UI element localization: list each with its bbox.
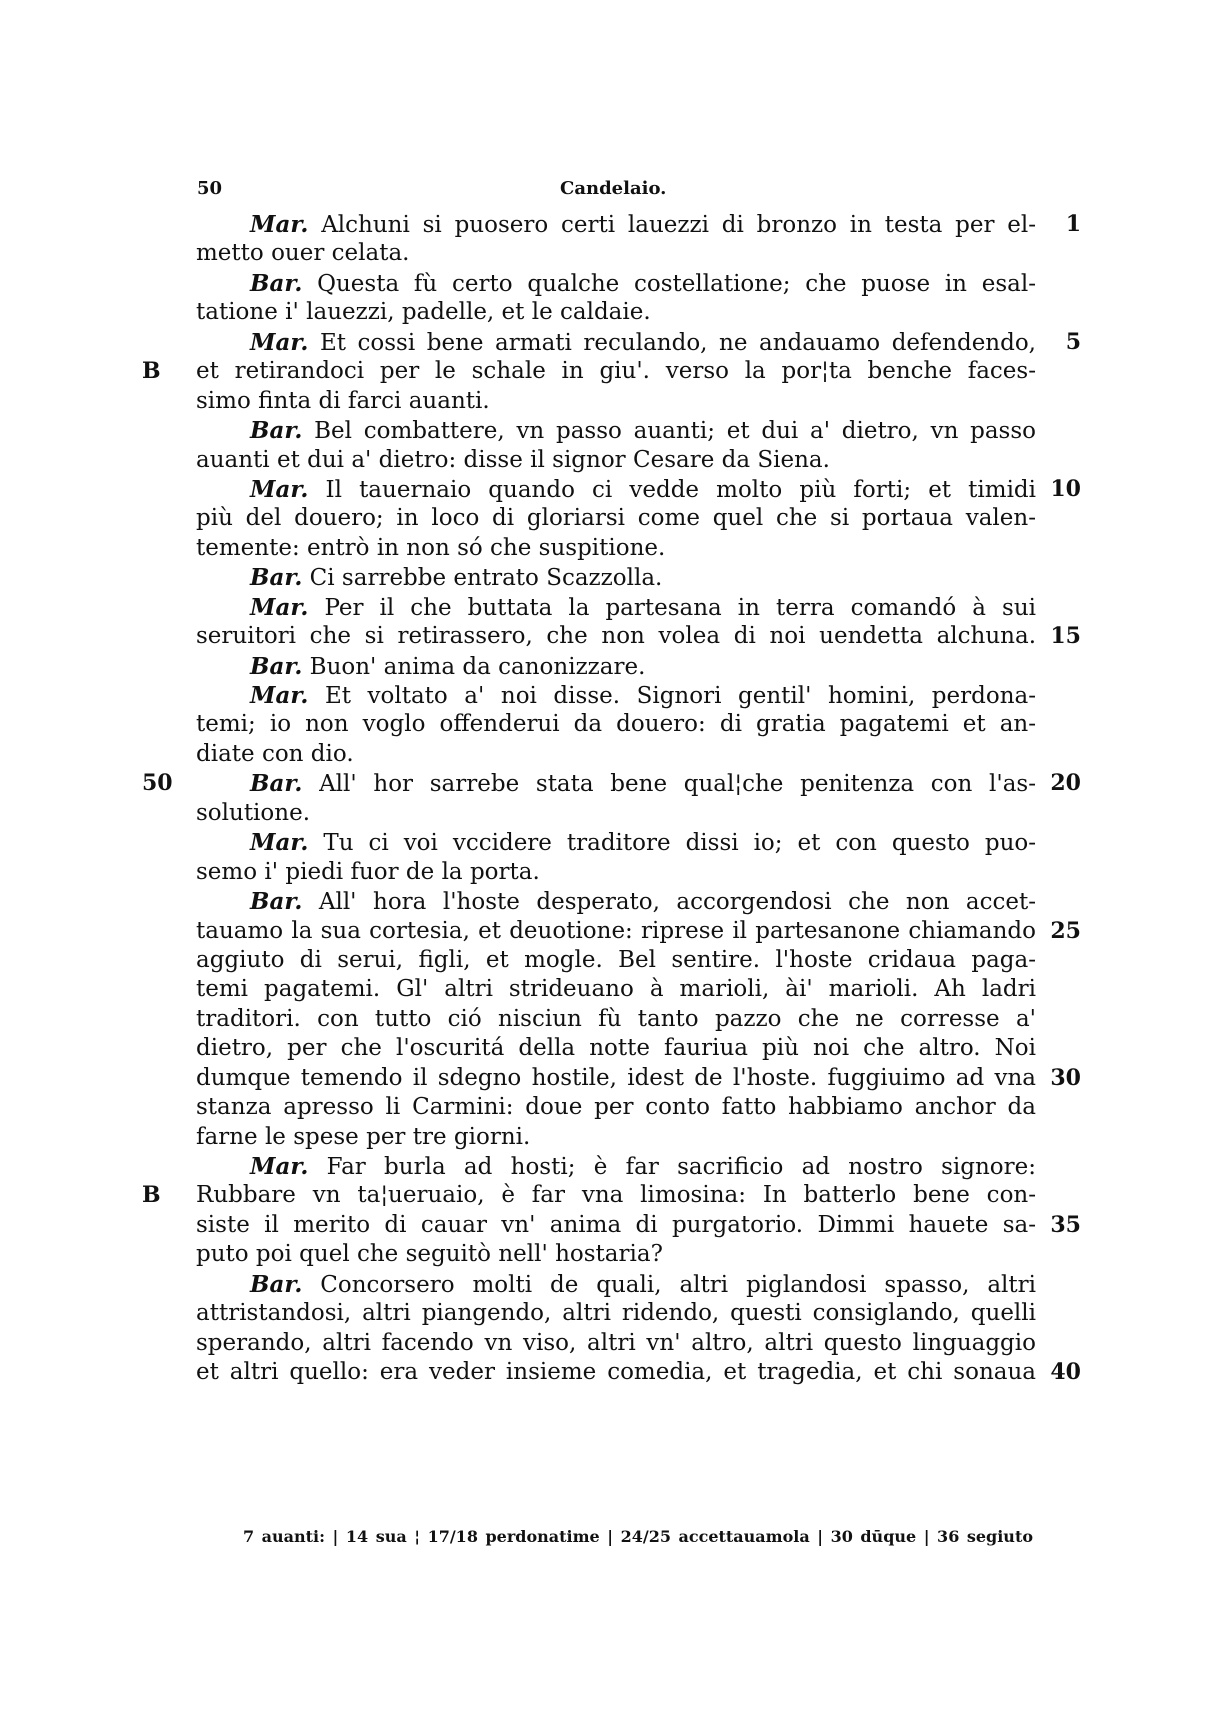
text-line	[196, 210, 1081, 239]
line-text: Il tauernaio quando ci vedde molto più forti; et timidi	[325, 476, 1036, 503]
text-line	[196, 681, 1036, 710]
line-content	[196, 1035, 1036, 1061]
critical-apparatus: 7 auanti: | 14 sua ¦ 17/18 perdonatime | 24/25 accettauamola | 30 dūque | 36 segiuto	[243, 1527, 1033, 1546]
text-line	[196, 887, 1036, 916]
line-number: 40	[1050, 1359, 1081, 1386]
text-line	[196, 975, 1036, 1004]
text-line	[196, 563, 1036, 592]
line-text: All' hora l'hoste desperato, accorgendosi che non accet-	[318, 889, 1036, 916]
line-text: puto poi quel che seguitò nell' hostaria?	[196, 1241, 663, 1268]
line-content	[196, 800, 310, 826]
speaker-label: Mar.	[250, 475, 309, 503]
line-text: dumque temendo il sdegno hostile, idest de l'hoste. fuggiuimo ad vna	[196, 1064, 1036, 1091]
line-text: Et voltato a' noi disse. Signori gentil' homini, perdona-	[324, 683, 1036, 709]
line-content	[250, 1154, 1036, 1180]
line-text: Rubbare vn ta¦ueruaio, è far vna limosina: In batterlo bene con-	[196, 1182, 1036, 1209]
text-line	[196, 387, 1036, 416]
speaker-label: Mar.	[250, 211, 309, 238]
line-text: più del douero; in loco di gloriarsi come quel che si portaua valen-	[196, 505, 1036, 532]
line-content	[250, 418, 1036, 444]
speaker-label: Bar.	[250, 888, 303, 916]
speaker-label: Bar.	[250, 770, 303, 798]
line-content	[250, 889, 1036, 915]
line-text: diate con dio.	[196, 740, 354, 767]
line-content	[250, 830, 1036, 856]
line-text: seruitori che si retirassero, che non volea di noi uendetta alchuna.	[196, 623, 1036, 650]
line-content	[196, 1094, 1036, 1120]
line-content	[196, 358, 1036, 384]
text-line	[196, 269, 1036, 298]
line-content	[196, 918, 1036, 944]
text-line	[196, 1270, 1036, 1299]
text-line	[196, 828, 1036, 857]
text-body	[142, 210, 1081, 1388]
line-content	[250, 654, 645, 680]
line-content	[196, 505, 1036, 531]
line-text: stanza apresso li Carmini: doue per conto fatto habbiamo anchor da	[196, 1094, 1036, 1121]
line-text: Ci sarrebbe entrato Scazzolla.	[309, 565, 663, 592]
speaker-label: Mar.	[250, 1153, 309, 1180]
line-number: 20	[1050, 770, 1081, 797]
text-line	[196, 946, 1036, 975]
text-line	[196, 1211, 1081, 1240]
line-text: Bel combattere, vn passo auanti; et dui a' dietro, vn passo	[314, 418, 1037, 445]
line-text: dietro, per che l'oscuritá della notte fauriua più noi che altro. Noi	[196, 1035, 1036, 1062]
line-content	[196, 1212, 1036, 1238]
line-text: et retirandoci per le schale in giu'. verso la por¦ta benche faces-	[196, 358, 1036, 385]
line-text: farne le spese per tre giorni.	[196, 1123, 531, 1150]
line-content	[196, 388, 490, 414]
line-content	[196, 947, 1036, 973]
line-text: metto ouer celata.	[196, 240, 410, 267]
text-line	[196, 1034, 1036, 1063]
line-content	[196, 1300, 1036, 1326]
text-line	[196, 652, 1036, 681]
text-line	[196, 328, 1081, 357]
text-line	[196, 1358, 1081, 1387]
line-text: et altri quello: era veder insieme comedia, et tragedia, et chi sonaua	[196, 1359, 1036, 1386]
line-text: Buon' anima da canonizzare.	[309, 653, 646, 680]
line-text: Concorsero molti de quali, altri piglandosi spasso, altri	[320, 1271, 1037, 1298]
line-number: 1	[1065, 211, 1081, 237]
line-content	[250, 683, 1036, 709]
line-number: 10	[1050, 475, 1081, 502]
line-text: temente: entrò in non só che suspitione.	[196, 534, 666, 561]
page-number: 50	[197, 178, 223, 199]
line-content	[196, 299, 651, 325]
line-text: Et cossi bene armati reculando, ne andauamo defendendo,	[319, 329, 1036, 356]
line-content	[250, 771, 1036, 797]
line-content	[196, 741, 354, 767]
text-line	[196, 799, 1036, 828]
line-content	[250, 212, 1036, 238]
line-content	[196, 1065, 1036, 1091]
speaker-label: Bar.	[250, 417, 303, 445]
speaker-label: Bar.	[250, 564, 303, 592]
speaker-label: Mar.	[250, 682, 309, 709]
text-line	[142, 357, 1036, 386]
text-line	[196, 1123, 1036, 1152]
line-content	[196, 623, 1036, 649]
speaker-label: Bar.	[250, 652, 303, 680]
line-text: attristandosi, altri piangendo, altri ridendo, questi consiglando, quelli	[196, 1300, 1036, 1327]
text-line	[196, 740, 1036, 769]
text-line	[196, 298, 1036, 327]
line-content	[250, 271, 1036, 297]
line-content	[250, 565, 662, 591]
text-line	[196, 1329, 1036, 1358]
text-line	[142, 769, 1081, 798]
line-text: auanti et dui a' dietro: disse il signor Cesare da Siena.	[196, 446, 830, 473]
speaker-label: Bar.	[250, 1270, 303, 1298]
text-line	[196, 446, 1036, 475]
text-line	[196, 1152, 1036, 1181]
line-text: Tu ci voi vccidere traditore dissi io; et con questo puo-	[323, 830, 1036, 857]
text-line	[196, 622, 1081, 651]
text-line	[196, 239, 1036, 268]
line-content	[250, 330, 1036, 356]
line-text: tauamo la sua cortesia, et deuotione: riprese il partesanone chiamando	[196, 917, 1036, 944]
text-line	[196, 534, 1036, 563]
line-content	[196, 1330, 1036, 1356]
text-line	[196, 1240, 1036, 1269]
line-content	[196, 1182, 1036, 1208]
line-text: Per il che buttata la partesana in terra comandó à sui	[324, 594, 1036, 621]
speaker-label: Mar.	[250, 593, 309, 621]
line-content	[196, 1359, 1036, 1385]
line-content	[196, 240, 409, 266]
speaker-label: Mar.	[250, 829, 309, 857]
line-content	[196, 859, 540, 885]
text-line	[142, 1181, 1036, 1210]
line-content	[196, 447, 830, 473]
text-line	[196, 416, 1036, 445]
line-text: simo finta di farci auanti.	[196, 387, 490, 414]
line-number: 5	[1065, 328, 1081, 355]
speaker-label: Bar.	[250, 269, 303, 297]
line-content	[250, 595, 1036, 621]
text-line	[196, 593, 1036, 622]
line-number: 30	[1050, 1064, 1081, 1091]
line-content	[196, 1124, 530, 1150]
line-number: 15	[1050, 623, 1081, 650]
line-content	[250, 1272, 1036, 1298]
line-text: siste il merito di cauar vn' anima di purgatorio. Dimmi hauete sa-	[196, 1211, 1036, 1238]
text-line	[196, 858, 1036, 887]
line-text: temi; io non voglo offenderui da douero: di gratia pagatemi et an-	[196, 711, 1036, 738]
margin-marker: B	[142, 358, 161, 385]
text-line	[196, 1064, 1081, 1093]
line-text: temi pagatemi. Gl' altri strideuano à marioli, ài' marioli. Ah ladri	[196, 976, 1036, 1003]
text-line	[196, 917, 1081, 946]
line-text: Questa fù certo qualche costellatione; che puose in esal-	[317, 270, 1037, 297]
line-text: All' hor sarrebe stata bene qual¦che penitenza con l'as-	[319, 771, 1036, 798]
speaker-label: Mar.	[250, 328, 309, 356]
line-text: Far burla ad hosti; è far sacrificio ad nostro signore:	[326, 1154, 1036, 1180]
line-text: tatione i' lauezzi, padelle, et le caldaie.	[196, 299, 651, 326]
line-text: solutione.	[196, 799, 311, 826]
running-title: Candelaio.	[560, 178, 667, 199]
line-content	[250, 477, 1036, 503]
text-line	[196, 1093, 1036, 1122]
text-line	[196, 1299, 1036, 1328]
line-content	[196, 711, 1036, 737]
line-content	[196, 535, 665, 561]
line-content	[196, 1241, 663, 1267]
line-content	[196, 976, 1036, 1002]
text-line	[196, 1005, 1036, 1034]
line-text: aggiuto di serui, figli, et mogle. Bel sentire. l'hoste cridaua paga-	[196, 946, 1036, 973]
line-number: 35	[1050, 1211, 1081, 1238]
line-content	[196, 1006, 1036, 1032]
text-line	[196, 710, 1036, 739]
line-text: traditori. con tutto ció nisciun fù tanto pazzo che ne corresse a'	[196, 1005, 1036, 1032]
margin-marker: 50	[142, 770, 173, 797]
text-line	[196, 504, 1036, 533]
line-text: sperando, altri facendo vn viso, altri vn' altro, altri questo linguaggio	[196, 1329, 1036, 1356]
line-text: Alchuni si puosero certi lauezzi di bronzo in testa per el-	[321, 212, 1036, 238]
line-number: 25	[1050, 917, 1081, 944]
text-line	[196, 475, 1081, 504]
margin-marker: B	[142, 1182, 161, 1209]
line-text: semo i' piedi fuor de la porta.	[196, 858, 540, 885]
